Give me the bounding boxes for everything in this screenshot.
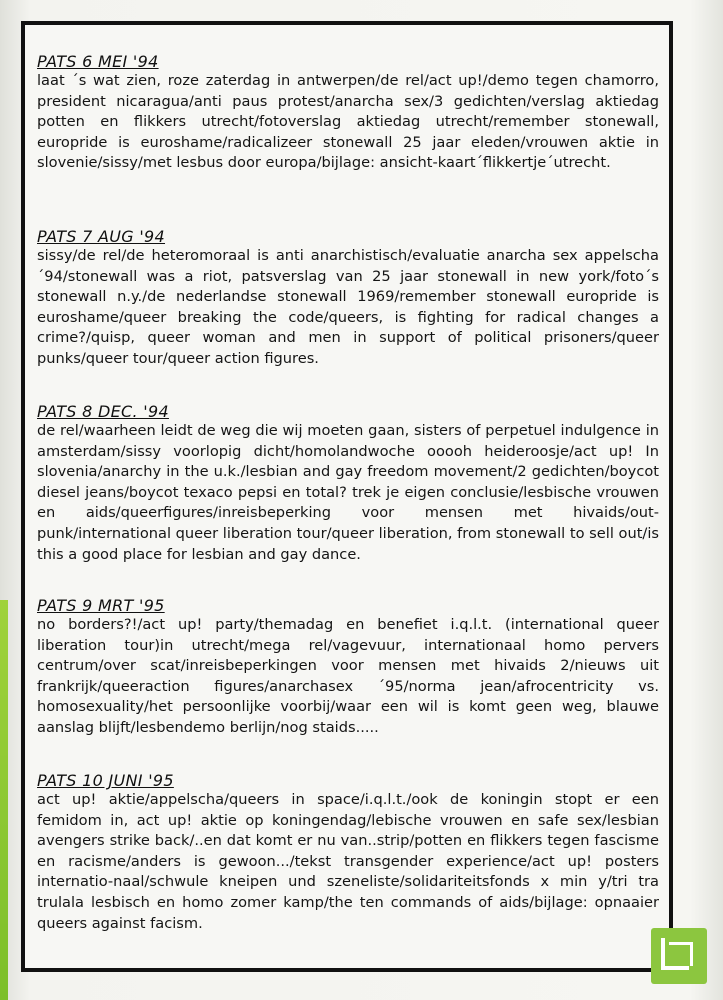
entry-body: de rel/waarheen leidt de weg die wij moeten gaan, sisters of perpetuel indulgence in amsterdam/sissy voorlopig dicht/homolandwoche ooooh heideroosje/act up! In slovenia/anarchy in the u.k./lesbian and gay freedom movement/2 gedichten/boycot diesel jeans/boycot texaco pepsi en total? trek je eigen conclusie/lesbische vrouwen en aids/queerfigures/inreisbeperking voor mensen met hivaids/out-punk/international queer liberation tour/queer liberation, from stonewall to sell out/is this a good place for lesbian and gay dance. (37, 422, 659, 563)
green-edge-strip (0, 600, 8, 1000)
content-frame (21, 21, 673, 972)
entry-title: PATS 10 JUNI '95 (37, 771, 174, 790)
catalog-logo-icon (651, 928, 707, 984)
entry-title: PATS 7 AUG '94 (37, 227, 166, 246)
entry-title: PATS 6 MEI '94 (37, 52, 159, 71)
entry-body: act up! aktie/appelscha/queers in space/i.q.l.t./ook de koningin stopt er een femidom in, act up! aktie op koningendag/lebische vrouwen en safe sex/lesbian avengers strike back/..en dat komt er nu van..strip/potten en flikkers tegen fascisme en racisme/anders is gewoon.../tekst transgender experience/act up! posters internatio-naal/schwule kneipen und szeneliste/solidariteitsfonds x min y/tri tra trulala lesbisch en homo zomer kamp/the ten commands of aids/bijlage: opnaaier queers against facism. (37, 791, 659, 932)
entry-body: no borders?!/act up! party/themadag en benefiet i.q.l.t. (international queer liberation tour)in utrecht/mega rel/vagevuur, internationaal homo pervers centrum/over scat/inreisbeperkingen voor mensen met hivaids 2/nieuws uit frankrijk/queeraction figures/anarchasex ´95/norma jean/afrocentricity vs. homosexuality/het persoonlijke voorbij/waar een wil is komt geen weg, blauwe aanslag blijft/lesbendemo berlijn/nog staids..... (37, 616, 659, 736)
entry-body: laat ´s wat zien, roze zaterdag in antwerpen/de rel/act up!/demo tegen chamorro, president nicaragua/anti paus protest/anarcha sex/3 gedichten/verslag aktiedag potten en flikkers utrecht/fotoverslag aktiedag utrecht/remember stonewall, europride is euroshame/radicalizeer stonewall 25 jaar eleden/vrouwen aktie in slovenie/sissy/met lesbus door europa/bijlage: ansicht-kaart´flikkertje´utrecht. (37, 72, 659, 172)
entry-pats-8 (37, 403, 659, 565)
entry-title: PATS 8 DEC. '94 (37, 402, 169, 421)
entry-title: PATS 9 MRT '95 (37, 596, 165, 615)
entry-pats-6 (37, 53, 659, 174)
entry-pats-7 (37, 228, 659, 370)
entry-pats-9 (37, 597, 659, 739)
entry-body: sissy/de rel/de heteromoraal is anti anarchistisch/evaluatie anarcha sex appelscha ´94/stonewall was a riot, patsverslag van 25 jaar stonewall in new york/foto´s stonewall n.y./de nederlandse stonewall 1969/remember stonewall europride is euroshame/queer breaking the code/queers, is fighting for radical changes a crime?/quisp, queer woman and men in support of political prisoners/queer punks/queer tour/queer action figures. (37, 247, 659, 367)
entry-pats-10 (37, 772, 659, 934)
